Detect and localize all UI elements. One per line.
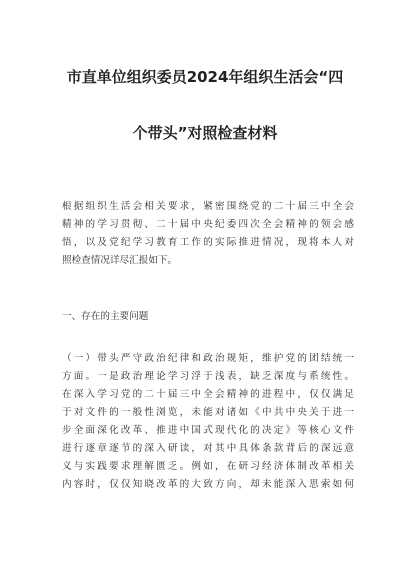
paragraph-line: 内容时，仅仅知晓改革的大致方向，却未能深入思索如何 [62,479,354,490]
intro-line: 悟，以及党纪学习教育工作的实际推进情况，现将本人对 [62,237,354,248]
paragraph-line: 在深入学习党的二十届三中全会精神的进程中，仅仅满足 [62,389,354,400]
intro-line: 根据组织生活会相关要求，紧密围绕党的二十届三中全会 [62,201,354,212]
problem-paragraph-1 [62,350,354,494]
intro-line: 照检查情况详尽汇报如下。 [62,255,178,266]
paragraph-line: 于对文件的一般性浏览，未能对诸如《中共中央关于进一 [62,407,354,418]
paragraph-line: 方面。一是政治理论学习浮于浅表，缺乏深度与系统性。 [62,371,354,382]
document-title-line-2: 个带头”对照检查材料 [132,124,278,142]
paragraph-line: （一）带头严守政治纪律和政治规矩，维护党的团结统一 [62,353,354,364]
paragraph-line: 步全面深化改革、推进中国式现代化的决定》等核心文件 [62,425,354,436]
paragraph-line: 义与实践要求理解匮乏。例如，在研习经济体制改革相关 [62,461,354,472]
document-title-line-1: 市直单位组织委员2024年组织生活会“四 [66,68,344,86]
paragraph-line: 进行逐章逐节的深入研读，对其中具体条款背后的深远意 [62,443,354,454]
section-heading-main-problems: 一、存在的主要问题 [62,311,149,322]
intro-line: 精神的学习贯彻、二十届中央纪委四次全会精神的领会感 [62,219,354,230]
intro-paragraph [62,198,354,270]
